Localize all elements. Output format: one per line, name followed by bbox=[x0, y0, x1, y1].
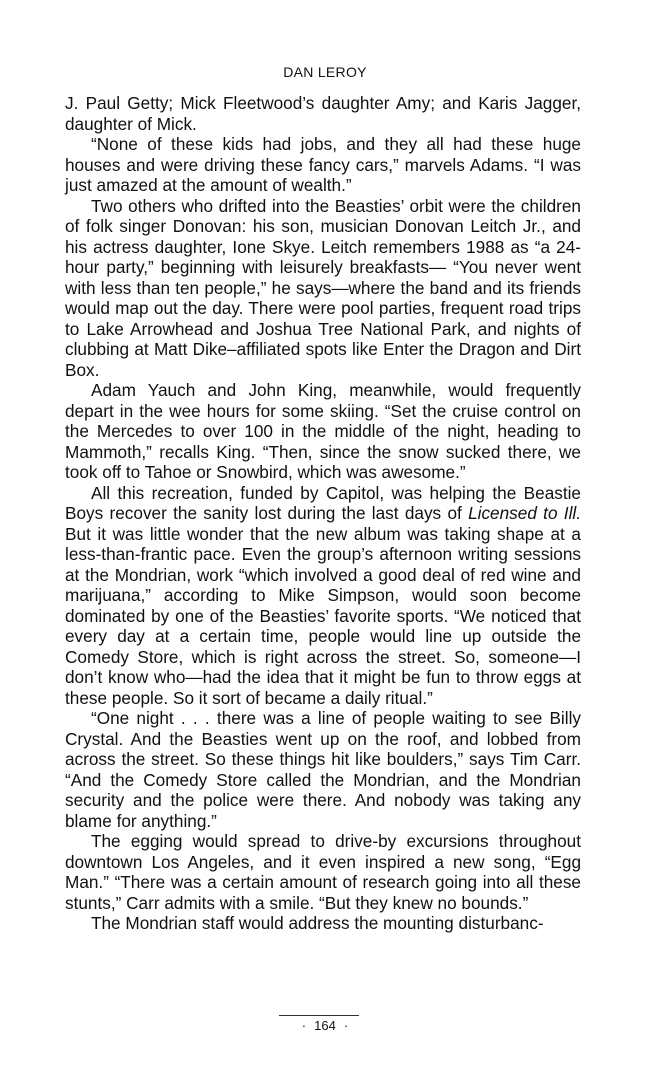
paragraph-6: “One night . . . there was a line of people waiting to see Billy Crystal. And the Beasties went up on the roof, and lobbed from across the street. So these things hit like boulders,” says Tim Carr. “And the Comedy Store called the Mondrian, and the Mondrian security and the police were there. And nobody was taking any blame for anything.” bbox=[65, 708, 581, 831]
paragraph-5-after: But it was little wonder that the new album was taking shape at a less-than-frantic pace. Even the group’s afternoon writing sessions at the Mondrian, work “which involved a good deal of red wine and marijuana,” according to Mike Simpson, would soon become dominated by one of the Beasties’ favorite sports. “We noticed that every day at a certain time, people would line up outside the Comedy Store, which is right across the street. So, someone—I don’t know who—had the idea that it might be fun to throw eggs at these people. So it sort of became a daily ritual.” bbox=[65, 523, 581, 708]
paragraph-5 bbox=[65, 483, 581, 709]
page-number-footer bbox=[0, 1018, 650, 1033]
paragraph-4: Adam Yauch and John King, meanwhile, would frequently depart in the wee hours for some skiing. “Set the cruise control on the Mercedes to over 100 in the middle of the night, heading to Mammoth,” recalls King. “Then, since the snow sucked there, we took off to Tahoe or Snowbird, which was awesome.” bbox=[65, 380, 581, 482]
album-title: Licensed to Ill. bbox=[468, 503, 581, 523]
running-head: DAN LEROY bbox=[283, 64, 367, 80]
folio-dot-left: · bbox=[301, 1018, 307, 1033]
paragraph-2: “None of these kids had jobs, and they all had these huge houses and were driving these fancy cars,” marvels Adams. “I was just amazed at the amount of wealth.” bbox=[65, 134, 581, 195]
paragraph-3: Two others who drifted into the Beasties’ orbit were the children of folk singer Donovan: his son, musician Donovan Leitch Jr., and his actress daughter, Ione Skye. Leitch remembers 1988 as “a 24-hour party,” beginning with leisurely breakfasts— “You never went with less than ten people,” he says—where the band and its friends would map out the day. There were pool parties, frequent road trips to Lake Arrowhead and Joshua Tree National Park, and nights of clubbing at Matt Dike–affiliated spots like Enter the Dragon and Dirt Box. bbox=[65, 195, 581, 380]
folio-dot-right: · bbox=[343, 1018, 349, 1033]
page-number: 164 bbox=[314, 1018, 336, 1033]
folio-rule bbox=[279, 1015, 359, 1016]
body-text bbox=[65, 93, 581, 934]
paragraph-5-before: All this recreation, funded by Capitol, was helping the Beastie Boys recover the sanity lost during the last days of bbox=[65, 482, 581, 523]
paragraph-1: J. Paul Getty; Mick Fleetwood’s daughter Amy; and Karis Jagger, daughter of Mick. bbox=[65, 93, 581, 134]
paragraph-7: The egging would spread to drive-by excursions throughout downtown Los Angeles, and it even inspired a new song, “Egg Man.” “There was a certain amount of research going into all these stunts,” Carr admits with a smile. “But they knew no bounds.” bbox=[65, 831, 581, 913]
paragraph-8: The Mondrian staff would address the mounting disturbanc- bbox=[91, 913, 544, 933]
